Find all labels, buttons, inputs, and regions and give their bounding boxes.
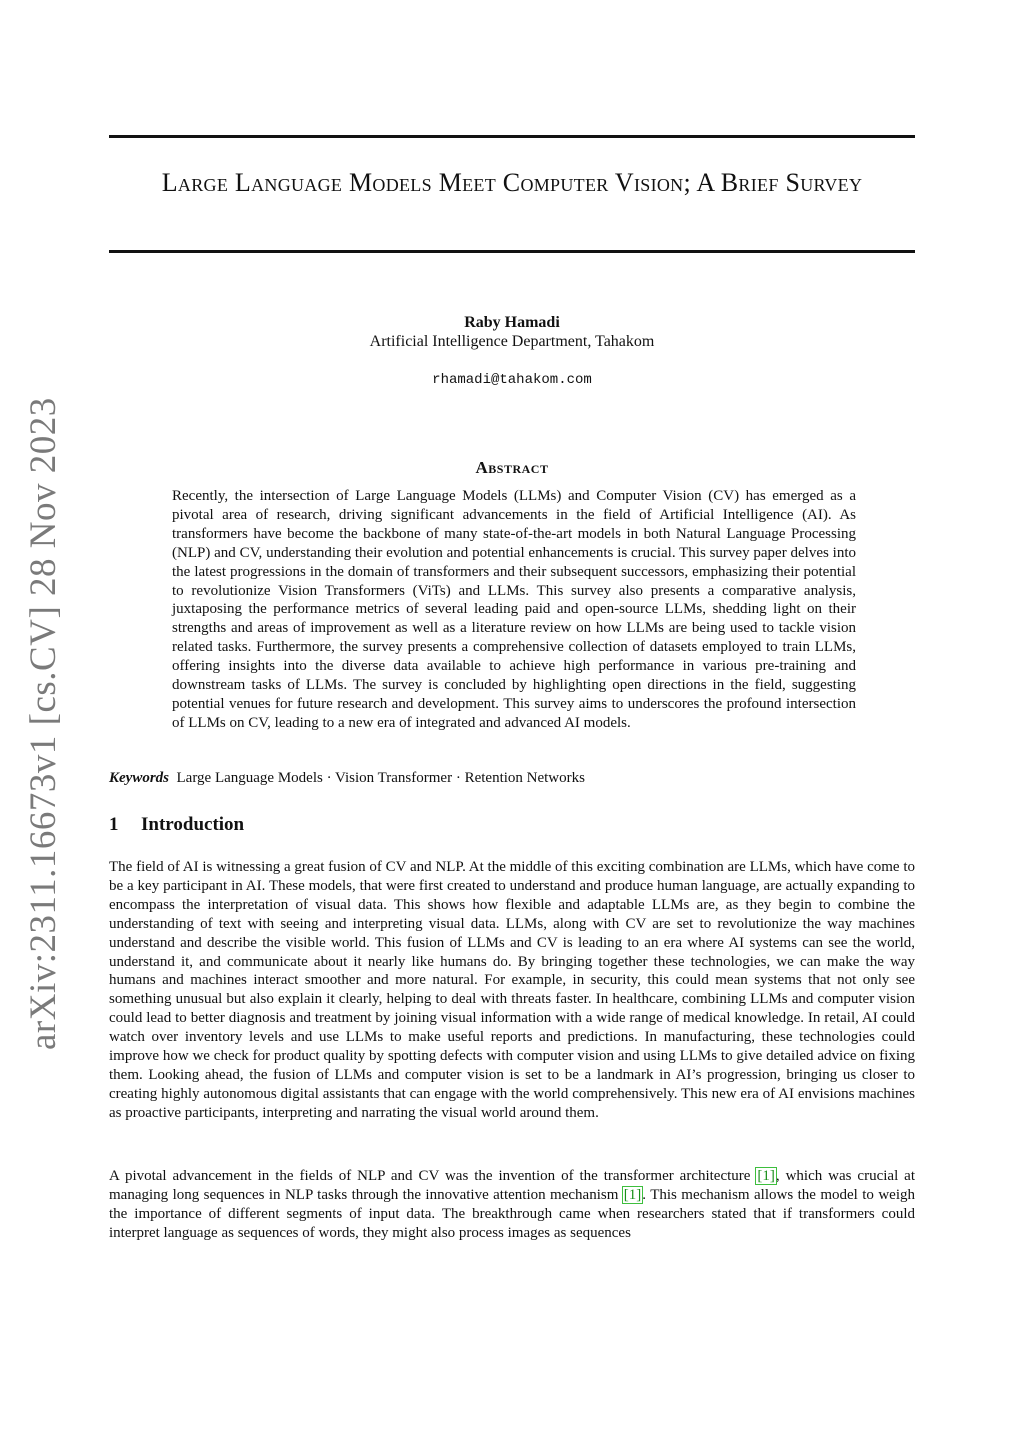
title-rule-top — [109, 135, 915, 138]
author-email[interactable]: rhamadi@tahakom.com — [432, 372, 592, 388]
abstract-text: Recently, the intersection of Large Language Models (LLMs) and Computer Vision (CV) has emerged as a pivotal area of research, driving significant advancements in the field of Artificial Intelligence (AI). As transformers have become the backbone of many state-of-the-art models in both Natural Language Processing (NLP) and CV, understanding their evolution and potential enhancements is crucial. This survey paper delves into the latest progressions in the domain of transformers and their subsequent successors, emphasizing their potential to revolutionize Vision Transformers (ViTs) and LLMs. This survey also presents a comparative analysis, juxtaposing the performance metrics of several leading paid and open-source LLMs, shedding light on their strengths and areas of improvement as well as a literature review on how LLMs are being used to tackle vision related tasks. Furthermore, the survey presents a comprehensive collection of datasets employed to train LLMs, offering insights into the diverse data available to achieve high performance in various pre-training and downstream tasks of LLMs. The survey is concluded by highlighting open directions in the field, suggesting potential venues for future research and development. This survey aims to underscores the profound intersection of LLMs on CV, leading to a new era of integrated and advanced AI models. — [172, 488, 856, 731]
arxiv-stamp: arXiv:2311.16673v1 [cs.CV] 28 Nov 2023 — [23, 397, 64, 1050]
intro-paragraph-2 — [109, 1167, 915, 1243]
section-heading — [109, 814, 244, 836]
author-name: Raby Hamadi — [464, 314, 560, 331]
keywords-label: Keywords — [109, 770, 169, 786]
abstract-heading: Abstract — [475, 458, 549, 477]
author-affiliation: Artificial Intelligence Department, Tahakom — [369, 333, 655, 350]
paragraph-2-text-b: , which was crucial at managing long sequences in NLP tasks through the innovative attention mechanism — [109, 1168, 915, 1203]
title-rule-bottom — [109, 250, 915, 253]
citation-link-1[interactable]: [1] — [757, 1168, 775, 1184]
citation-link-2[interactable]: [1] — [623, 1186, 642, 1203]
section-number: 1 — [109, 814, 119, 835]
keywords-line — [109, 770, 915, 787]
section-title: Introduction — [141, 814, 245, 835]
paper-title: Large Language Models Meet Computer Vision; A Brief Survey — [161, 168, 863, 197]
paragraph-2-text-c: . This mechanism allows the model to weigh the importance of different segments of input data. The breakthrough came when researchers stated that if transformers could interpret language as sequences of words, they might also process images as sequences — [109, 1186, 915, 1241]
keywords-text: Large Language Models · Vision Transformer · Retention Networks — [176, 770, 585, 786]
paragraph-2-text-a: A pivotal advancement in the fields of NLP and CV was the invention of the transformer architecture — [109, 1168, 757, 1184]
intro-paragraph-1: The field of AI is witnessing a great fusion of CV and NLP. At the middle of this exciting combination are LLMs, which have come to be a key participant in AI. These models, that were first created to understand and produce human language, are actually expanding to encompass the interpretation of visual data. This shows how flexible and adaptable LLMs are, as they begin to combine the understanding of text with seeing and interpreting visual data. LLMs, along with CV are set to revolutionize the way machines understand and describe the visible world. This fusion of LLMs and CV is leading to an era where AI systems can see the world, understand it, and communicate about it nearly like humans do. By bringing together these technologies, we can make the way humans and machines interact smoother and more natural. For example, in security, this could mean systems that not only see something unusual but also explain it clearly, helping to deal with threats faster. In healthcare, combining LLMs and computer vision could lead to better diagnosis and treatment by joining visual information with a wide range of medical knowledge. In retail, AI could watch over inventory levels and use LLMs to make useful reports and predictions. In manufacturing, these technologies could improve how we check for product quality by spotting defects with computer vision and using LLMs to give detailed advice on fixing them. Looking ahead, the fusion of LLMs and computer vision is set to be a landmark in AI’s progression, bringing us closer to creating highly autonomous digital assistants that can engage with the world comprehensively. This new era of AI envisions machines as proactive participants, interpreting and narrating the visual world around them. — [109, 859, 915, 1121]
